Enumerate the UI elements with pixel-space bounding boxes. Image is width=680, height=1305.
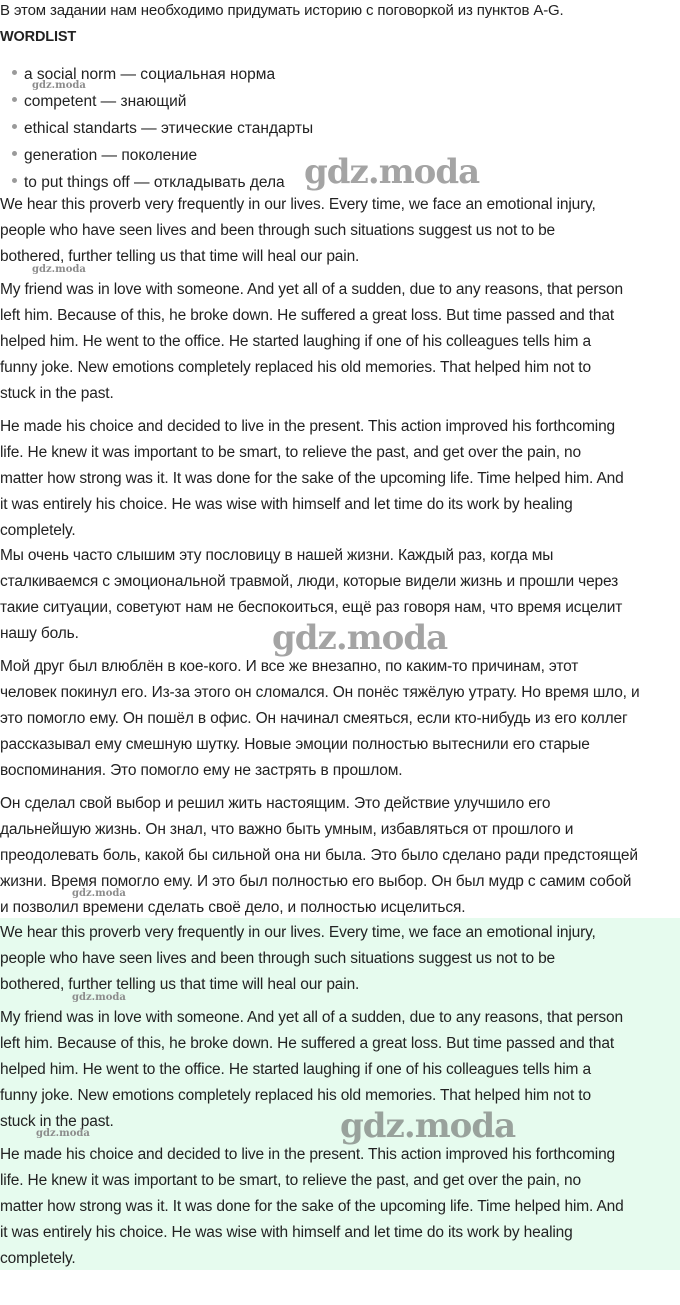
answer-p2-line: stuck in the past. [0, 1113, 114, 1130]
watermark-small: gdz.moda [32, 80, 86, 91]
watermark-small: gdz.moda [72, 888, 126, 899]
answer-p1-line: We hear this proverb very frequently in our lives. Every time, we face an emotional injury, [0, 924, 596, 941]
english-p3-line: He made his choice and decided to live in the present. This action improved his forthcoming [0, 418, 616, 435]
russian-p3-line: Он сделал свой выбор и решил жить настоящим. Это действие улучшило его [0, 795, 551, 812]
wordlist-item-text: generation — поколение [24, 147, 198, 164]
wordlist-heading: WORDLIST [0, 29, 77, 45]
answer-p2-line: helped him. He went to the office. He started laughing if one of his colleagues tells him a [0, 1061, 591, 1078]
russian-p3-line: дальнейшую жизнь. Он знал, что важно быть умным, избавляться от прошлого и [0, 821, 574, 838]
bullet-icon [12, 97, 17, 102]
russian-p2-line: рассказывал ему смешную шутку. Новые эмоции полностью вытеснили его старые [0, 736, 590, 753]
bullet-icon [12, 178, 17, 183]
answer-p3-line: it was entirely his choice. He was wise with himself and let time do its work by healing [0, 1224, 573, 1241]
russian-p1-line: сталкиваемся с эмоциональной травмой, люди, которые видели жизнь и прошли через [0, 573, 619, 590]
wordlist-item-text: competent — знающий [24, 93, 187, 110]
english-p2-line: funny joke. New emotions completely replaced his old memories. That helped him not to [0, 359, 591, 376]
english-p2-line: left him. Because of this, he broke down. He suffered a great loss. But time passed and that [0, 307, 615, 324]
wordlist-item-text: ethical standarts — этические стандарты [24, 120, 314, 137]
english-p3-line: completely. [0, 522, 76, 539]
answer-p2-line: My friend was in love with someone. And yet all of a sudden, due to any reasons, that person [0, 1009, 623, 1026]
watermark-large: gdz.moda [340, 1106, 516, 1146]
wordlist-item [12, 116, 313, 142]
watermark-small: gdz.moda [32, 264, 86, 275]
russian-p2-line: Мой друг был влюблён в кое-кого. И все же внезапно, по каким-то причинам, этот [0, 658, 579, 675]
english-p3-line: matter how strong was it. It was done for the sake of the upcoming life. Time helped him. And [0, 470, 624, 487]
wordlist-item-text: to put things off — откладывать дела [24, 174, 285, 191]
russian-p1-line: нашу боль. [0, 625, 79, 642]
english-p1-line: people who have seen lives and been through such situations suggest us not to be [0, 222, 556, 239]
russian-p2-line: воспоминания. Это помогло ему не застрять в прошлом. [0, 762, 403, 779]
bullet-icon [12, 124, 17, 129]
english-p3-line: life. He knew it was important to be smart, to relieve the past, and get over the pain, no [0, 444, 581, 461]
russian-p3-line: и позволил времени сделать своё дело, и полностью исцелиться. [0, 899, 466, 916]
watermark-large: gdz.moda [272, 618, 448, 658]
answer-p3-line: He made his choice and decided to live in the present. This action improved his forthcoming [0, 1146, 616, 1163]
bullet-icon [12, 70, 17, 75]
english-p2-line: stuck in the past. [0, 385, 114, 402]
answer-p3-line: completely. [0, 1250, 76, 1267]
bullet-icon [12, 151, 17, 156]
watermark-small: gdz.moda [72, 992, 126, 1003]
answer-p3-line: life. He knew it was important to be smart, to relieve the past, and get over the pain, no [0, 1172, 581, 1189]
answer-p2-line: funny joke. New emotions completely replaced his old memories. That helped him not to [0, 1087, 591, 1104]
answer-p3-line: matter how strong was it. It was done for the sake of the upcoming life. Time helped him. And [0, 1198, 624, 1215]
wordlist-item [12, 143, 197, 169]
english-p2-line: My friend was in love with someone. And yet all of a sudden, due to any reasons, that person [0, 281, 623, 298]
watermark-large: gdz.moda [304, 152, 480, 192]
wordlist-item-text: a social norm — социальная норма [24, 66, 276, 83]
russian-p3-line: жизни. Время помогло ему. И это был полностью его выбор. Он был мудр с самим собой [0, 873, 632, 890]
english-p1-line: bothered, further telling us that time will heal our pain. [0, 248, 360, 265]
watermark-small: gdz.moda [36, 1128, 90, 1139]
task-intro: В этом задании нам необходимо придумать историю с поговоркой из пунктов A-G. [0, 2, 564, 19]
english-p2-line: helped him. He went to the office. He started laughing if one of his colleagues tells him a [0, 333, 591, 350]
wordlist-item [12, 89, 186, 115]
answer-p1-line: people who have seen lives and been through such situations suggest us not to be [0, 950, 556, 967]
russian-p2-line: человек покинул его. Из-за этого он сломался. Он понёс тяжёлую утрату. Но время шло, и [0, 684, 640, 701]
russian-p3-line: преодолевать боль, какой бы сильной она ни была. Это было сделано ради предстоящей [0, 847, 638, 864]
russian-p1-line: Мы очень часто слышим эту пословицу в нашей жизни. Каждый раз, когда мы [0, 547, 554, 564]
answer-p2-line: left him. Because of this, he broke down. He suffered a great loss. But time passed and that [0, 1035, 615, 1052]
answer-p1-line: bothered, further telling us that time will heal our pain. [0, 976, 360, 993]
english-p3-line: it was entirely his choice. He was wise with himself and let time do its work by healing [0, 496, 573, 513]
russian-p1-line: такие ситуации, советуют нам не беспокоиться, ещё раз говоря нам, что время исцелит [0, 599, 623, 616]
russian-p2-line: это помогло ему. Он пошёл в офис. Он начинал смеяться, если кто-нибудь из его коллег [0, 710, 628, 727]
english-p1-line: We hear this proverb very frequently in our lives. Every time, we face an emotional injury, [0, 196, 596, 213]
